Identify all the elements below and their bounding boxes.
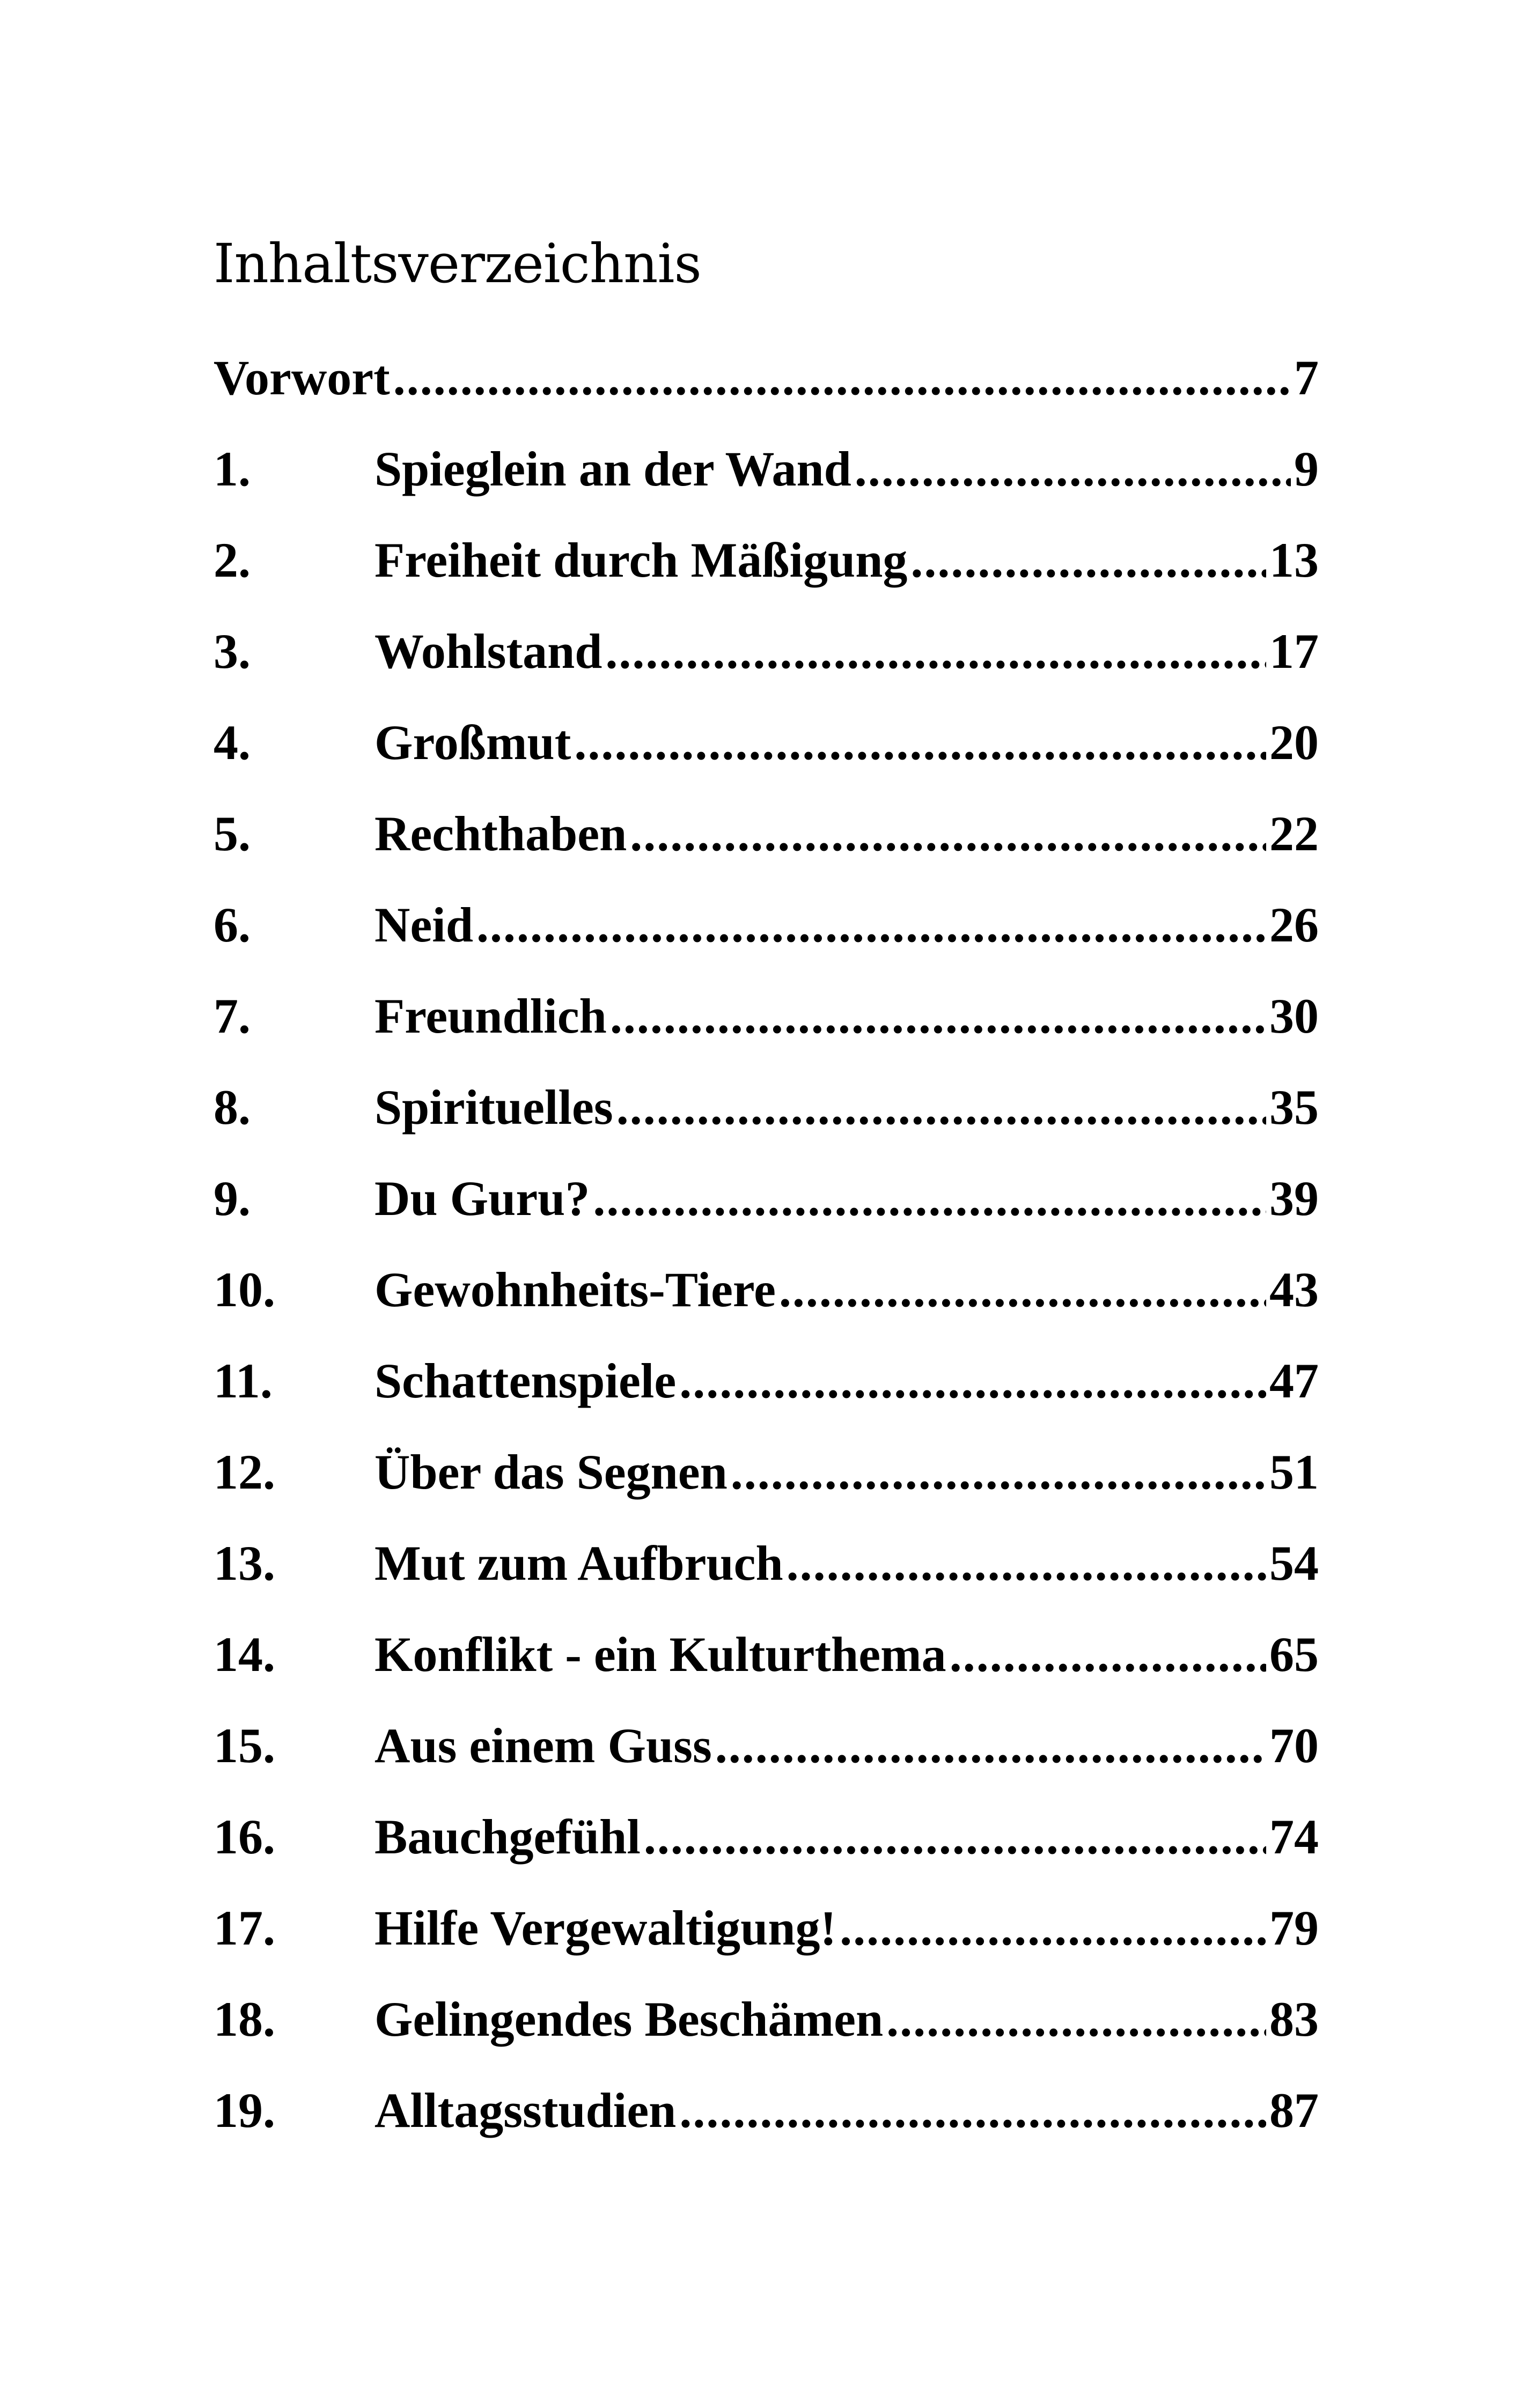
toc-entry-number: 3. — [214, 624, 251, 679]
toc-entry-number: 16. — [214, 1809, 275, 1864]
toc-dot-leader — [679, 2076, 1266, 2145]
toc-entry-page: 13 — [1269, 533, 1319, 587]
toc-entry-title: Du Guru? — [374, 1171, 590, 1226]
toc-entry-title: Wohlstand — [374, 624, 602, 679]
toc-entry-title: Hilfe Vergewaltigung! — [374, 1901, 837, 1955]
toc-entry-title: Mut zum Aufbruch — [374, 1536, 783, 1590]
toc-heading: Inhaltsverzeichnis — [214, 232, 701, 295]
toc-entry — [214, 1438, 1319, 1529]
toc-entry-title: Vorwort — [214, 350, 390, 405]
toc-entry — [214, 708, 1319, 799]
toc-entry-page: 20 — [1269, 715, 1319, 770]
toc-dot-leader — [715, 1711, 1266, 1780]
toc-entry-title: Großmut — [374, 715, 571, 770]
toc-dot-leader — [593, 1164, 1266, 1233]
toc-dot-leader — [679, 1346, 1266, 1415]
toc-dot-leader — [644, 1802, 1266, 1871]
toc-entry — [214, 1802, 1319, 1894]
toc-entry-number: 12. — [214, 1445, 275, 1499]
toc-entry — [214, 1255, 1319, 1346]
toc-entry-title: Gelingendes Beschämen — [374, 1992, 884, 2046]
toc-list — [214, 343, 1319, 2167]
toc-entry-page: 7 — [1294, 350, 1319, 405]
toc-entry — [214, 1073, 1319, 1164]
toc-entry-page: 39 — [1269, 1171, 1319, 1226]
toc-entry-title: Aus einem Guss — [374, 1718, 712, 1773]
toc-entry-title: Gewohnheits-Tiere — [374, 1262, 776, 1317]
toc-entry-page: 83 — [1269, 1992, 1319, 2046]
toc-dot-leader — [950, 1620, 1266, 1689]
toc-dot-leader — [855, 435, 1291, 503]
toc-entry-title: Konflikt - ein Kulturthema — [374, 1627, 946, 1682]
toc-entry — [214, 799, 1319, 890]
toc-dot-leader — [610, 982, 1266, 1050]
toc-entry — [214, 526, 1319, 617]
toc-entry-page: 26 — [1269, 897, 1319, 952]
toc-entry-page: 54 — [1269, 1536, 1319, 1590]
toc-entry — [214, 2076, 1319, 2167]
toc-entry-number: 9. — [214, 1171, 251, 1226]
toc-dot-leader — [731, 1438, 1266, 1506]
toc-entry-vorwort — [214, 343, 1319, 435]
toc-entry — [214, 435, 1319, 526]
toc-entry-number: 2. — [214, 533, 251, 587]
toc-entry-title: Neid — [374, 897, 473, 952]
toc-entry-page: 65 — [1269, 1627, 1319, 1682]
toc-entry — [214, 1711, 1319, 1802]
toc-entry-title: Bauchgefühl — [374, 1809, 641, 1864]
toc-entry-number: 13. — [214, 1536, 275, 1590]
toc-entry — [214, 617, 1319, 708]
toc-dot-leader — [787, 1529, 1266, 1597]
toc-entry-page: 74 — [1269, 1809, 1319, 1864]
toc-entry-page: 22 — [1269, 806, 1319, 861]
toc-entry — [214, 890, 1319, 982]
toc-entry-number: 18. — [214, 1992, 275, 2046]
toc-entry-page: 79 — [1269, 1901, 1319, 1955]
toc-entry-page: 51 — [1269, 1445, 1319, 1499]
toc-entry-page: 9 — [1294, 441, 1319, 496]
toc-entry-page: 17 — [1269, 624, 1319, 679]
toc-dot-leader — [779, 1255, 1266, 1324]
toc-entry — [214, 982, 1319, 1073]
toc-entry-page: 47 — [1269, 1353, 1319, 1408]
toc-entry-number: 15. — [214, 1718, 275, 1773]
toc-entry-title: Freiheit durch Mäßigung — [374, 533, 908, 587]
toc-entry-number: 19. — [214, 2083, 275, 2138]
toc-entry-number: 4. — [214, 715, 251, 770]
toc-entry-title: Spirituelles — [374, 1080, 613, 1135]
toc-dot-leader — [630, 799, 1266, 868]
toc-entry-number: 11. — [214, 1353, 273, 1408]
toc-entry-number: 8. — [214, 1080, 251, 1135]
toc-dot-leader — [393, 343, 1291, 412]
toc-entry-title: Alltagsstudien — [374, 2083, 677, 2138]
toc-dot-leader — [605, 617, 1266, 686]
toc-entry — [214, 1164, 1319, 1255]
toc-entry-number: 1. — [214, 441, 251, 496]
toc-entry-number: 5. — [214, 806, 251, 861]
toc-entry — [214, 1346, 1319, 1438]
toc-entry — [214, 1985, 1319, 2076]
toc-entry-number: 14. — [214, 1627, 275, 1682]
toc-dot-leader — [574, 708, 1266, 777]
toc-entry — [214, 1529, 1319, 1620]
toc-dot-leader — [886, 1985, 1266, 2053]
toc-dot-leader — [910, 526, 1266, 594]
toc-entry-title: Spieglein an der Wand — [374, 441, 851, 496]
toc-dot-leader — [476, 890, 1266, 959]
toc-entry-page: 30 — [1269, 989, 1319, 1043]
toc-entry-title: Über das Segnen — [374, 1445, 728, 1499]
toc-dot-leader — [616, 1073, 1266, 1142]
toc-entry-title: Schattenspiele — [374, 1353, 677, 1408]
toc-entry-page: 43 — [1269, 1262, 1319, 1317]
toc-entry-number: 10. — [214, 1262, 275, 1317]
toc-entry-page: 87 — [1269, 2083, 1319, 2138]
toc-entry-title: Freundlich — [374, 989, 607, 1043]
toc-entry-page: 35 — [1269, 1080, 1319, 1135]
toc-entry-number: 17. — [214, 1901, 275, 1955]
toc-entry-title: Rechthaben — [374, 806, 627, 861]
toc-dot-leader — [840, 1894, 1266, 1962]
toc-entry — [214, 1620, 1319, 1711]
toc-entry-page: 70 — [1269, 1718, 1319, 1773]
toc-entry — [214, 1894, 1319, 1985]
toc-entry-number: 7. — [214, 989, 251, 1043]
toc-entry-number: 6. — [214, 897, 251, 952]
